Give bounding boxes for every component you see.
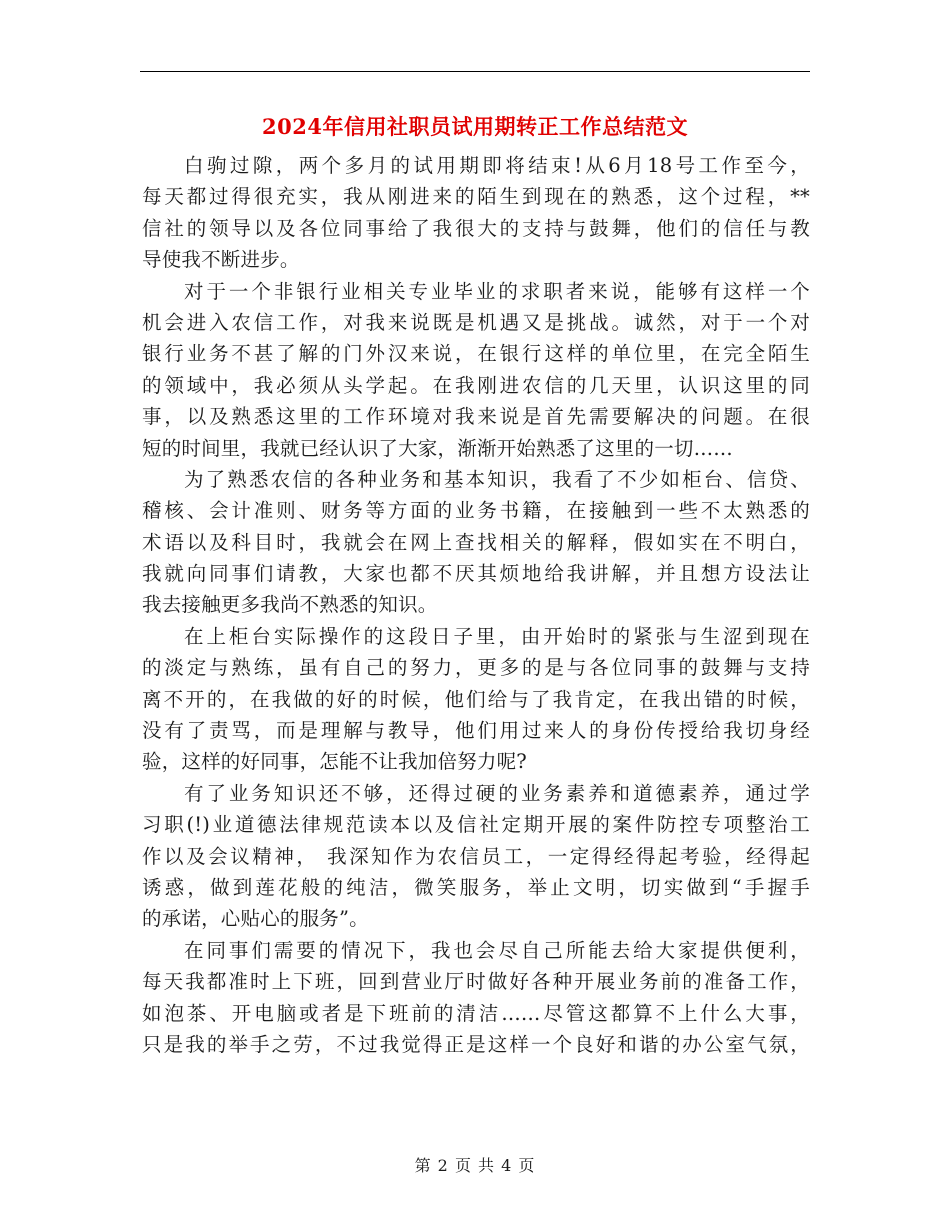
text-line: 稽核、会计准则、财务等方面的业务书籍，在接触到一些不太熟悉的 <box>142 499 810 523</box>
text-line: 在上柜台实际操作的这段日子里，由开始时的紧张与生涩到现在 <box>184 624 810 648</box>
text-line: 的领域中，我必须从头学起。在我刚进农信的几天里，认识这里的同 <box>142 373 810 397</box>
page-number: 第 2 页 共 4 页 <box>414 1156 536 1175</box>
document-body <box>142 150 810 1060</box>
text-line: 我就向同事们请教，大家也都不厌其烦地给我讲解，并且想方设法让 <box>142 562 810 586</box>
text-line: 银行业务不甚了解的门外汉来说，在银行这样的单位里，在完全陌生 <box>142 342 810 366</box>
text-line: 的淡定与熟练，虽有自己的努力，更多的是与各位同事的鼓舞与支持 <box>142 656 810 680</box>
text-line: 每天我都准时上下班，回到营业厅时做好各种开展业务前的准备工作， <box>142 970 810 994</box>
text-line: 有了业务知识还不够，还得过硬的业务素养和道德素养，通过学 <box>184 781 810 805</box>
text-line: 我去接触更多我尚不熟悉的知识。 <box>142 593 438 617</box>
text-line: 没有了责骂，而是理解与教导，他们用过来人的身份传授给我切身经 <box>142 719 810 743</box>
paragraph <box>142 621 810 778</box>
paragraph <box>142 935 810 1061</box>
text-line: 短的时间里，我就已经认识了大家，渐渐开始熟悉了这里的一切…… <box>142 436 734 460</box>
text-line: 习职(!)业道德法律规范读本以及信社定期开展的案件防控专项整治工 <box>142 813 810 837</box>
document-title: 2024年信用社职员试用期转正工作总结范文 <box>262 114 688 139</box>
paragraph <box>142 276 810 464</box>
text-line: 作以及会议精神， 我深知作为农信员工，一定得经得起考验，经得起 <box>142 844 810 868</box>
text-line: 离不开的，在我做的好的时候，他们给与了我肯定，在我出错的时候， <box>142 687 810 711</box>
paragraph <box>142 464 810 621</box>
text-line: 导使我不断进步。 <box>142 248 300 272</box>
text-line: 的承诺，心贴心的服务”。 <box>142 907 369 931</box>
text-line: 事，以及熟悉这里的工作环境对我来说是首先需要解决的问题。在很 <box>142 405 810 429</box>
text-line: 白驹过隙，两个多月的试用期即将结束!从6月18号工作至今， <box>184 154 810 177</box>
text-line: 验，这样的好同事，怎能不让我加倍努力呢? <box>142 750 527 774</box>
text-line: 如泡茶、开电脑或者是下班前的清洁……尽管这都算不上什么大事， <box>142 1001 810 1025</box>
paragraph <box>142 150 810 276</box>
text-line: 只是我的举手之劳，不过我觉得正是这样一个良好和谐的办公室气氛， <box>142 1032 810 1056</box>
text-line: 诱惑，做到莲花般的纯洁，微笑服务，举止文明，切实做到“手握手 <box>142 875 810 899</box>
paragraph <box>142 778 810 935</box>
text-line: 对于一个非银行业相关专业毕业的求职者来说，能够有这样一个 <box>184 279 810 303</box>
text-line: 每天都过得很充实，我从刚进来的陌生到现在的熟悉，这个过程，** <box>142 185 810 209</box>
text-line: 术语以及科目时，我就会在网上查找相关的解释，假如实在不明白， <box>142 530 810 554</box>
header-rule <box>140 71 810 72</box>
text-line: 机会进入农信工作，对我来说既是机遇又是挑战。诚然，对于一个对 <box>142 310 810 334</box>
text-line: 为了熟悉农信的各种业务和基本知识，我看了不少如柜台、信贷、 <box>184 467 810 491</box>
text-line: 在同事们需要的情况下，我也会尽自己所能去给大家提供便利， <box>184 938 810 962</box>
text-line: 信社的领导以及各位同事给了我很大的支持与鼓舞，他们的信任与教 <box>142 216 810 240</box>
